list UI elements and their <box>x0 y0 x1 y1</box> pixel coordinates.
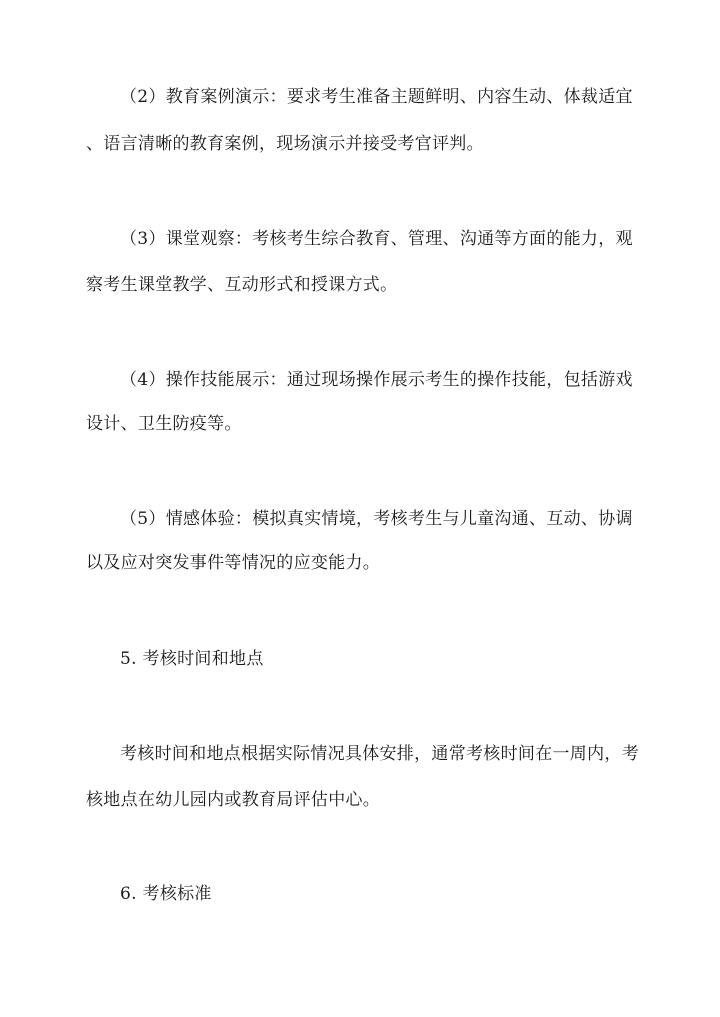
paragraph-2-line-2: 、语言清晰的教育案例，现场演示并接受考官评判。 <box>86 134 484 154</box>
section-heading-5: 5. 考核时间和地点 <box>120 649 264 669</box>
paragraph-time-line-2: 核地点在幼儿园内或教育局评估中心。 <box>86 790 381 810</box>
paragraph-4-line-1: （4）操作技能展示：通过现场操作展示考生的操作技能，包括游戏 <box>120 370 633 390</box>
paragraph-4-line-2: 设计、卫生防疫等。 <box>86 414 242 434</box>
paragraph-3-line-2: 察考生课堂教学、互动形式和授课方式。 <box>86 275 398 295</box>
paragraph-5-line-2: 以及应对突发事件等情况的应变能力。 <box>86 553 381 573</box>
paragraph-time-line-1: 考核时间和地点根据实际情况具体安排，通常考核时间在一周内，考 <box>120 744 639 764</box>
section-heading-6: 6. 考核标准 <box>120 884 212 904</box>
paragraph-2-line-1: （2）教育案例演示：要求考生准备主题鲜明、内容生动、体裁适宜 <box>120 87 633 107</box>
paragraph-3-line-1: （3）课堂观察：考核考生综合教育、管理、沟通等方面的能力，观 <box>120 229 633 249</box>
paragraph-5-line-1: （5）情感体验：模拟真实情境，考核考生与儿童沟通、互动、协调 <box>120 509 633 529</box>
